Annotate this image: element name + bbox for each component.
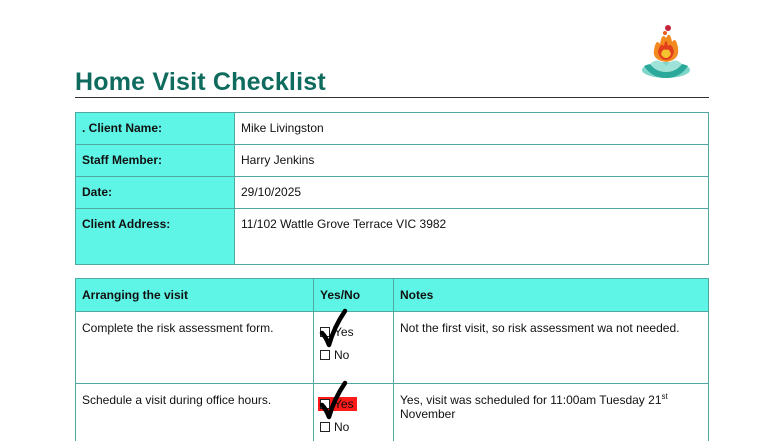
- yes-highlight: [318, 397, 357, 411]
- notes-end: November: [400, 407, 456, 421]
- table-row: [76, 384, 709, 441]
- client-name-value[interactable]: Mike Livingston: [235, 113, 709, 145]
- yes-option[interactable]: [320, 321, 387, 344]
- table-row: [76, 312, 709, 384]
- client-address-value[interactable]: 11/102 Wattle Grove Terrace VIC 3982: [235, 209, 709, 265]
- notes-text[interactable]: Not the first visit, so risk assessment wa not needed.: [394, 312, 709, 384]
- date-label: Date:: [76, 177, 235, 209]
- yes-no-cell: [314, 312, 394, 384]
- table-row: [76, 113, 709, 145]
- yes-option[interactable]: [320, 393, 387, 416]
- notes-main: Yes, visit was scheduled for 11:00am Tuesday 21: [400, 393, 662, 407]
- table-header-row: [76, 279, 709, 312]
- staff-member-label: Staff Member:: [76, 145, 235, 177]
- page-title: Home Visit Checklist: [75, 68, 326, 96]
- task-text: Schedule a visit during office hours.: [76, 384, 314, 441]
- no-option[interactable]: [320, 416, 387, 439]
- task-column-header: Arranging the visit: [76, 279, 314, 312]
- lotus-flower-logo-icon: [636, 20, 696, 84]
- client-name-label: . Client Name:: [76, 113, 235, 145]
- notes-column-header: Notes: [394, 279, 709, 312]
- no-checkbox[interactable]: [320, 422, 330, 432]
- notes-text[interactable]: [394, 384, 709, 441]
- task-text: Complete the risk assessment form.: [76, 312, 314, 384]
- table-row: [76, 209, 709, 265]
- no-checkbox[interactable]: [320, 350, 330, 360]
- date-value[interactable]: 29/10/2025: [235, 177, 709, 209]
- notes-superscript: st: [661, 392, 668, 401]
- no-label: No: [334, 348, 350, 362]
- no-label: No: [334, 420, 350, 434]
- title-divider: [75, 97, 709, 98]
- yes-label: Yes: [334, 397, 354, 411]
- table-row: [76, 145, 709, 177]
- yes-no-column-header: Yes/No: [314, 279, 394, 312]
- client-details-table: [75, 112, 709, 265]
- staff-member-value[interactable]: Harry Jenkins: [235, 145, 709, 177]
- client-address-label: Client Address:: [76, 209, 235, 265]
- yes-checkbox[interactable]: [320, 399, 330, 409]
- arranging-visit-table: [75, 278, 709, 441]
- yes-label: Yes: [334, 325, 354, 339]
- yes-no-cell: [314, 384, 394, 441]
- yes-checkbox[interactable]: [320, 327, 330, 337]
- table-row: [76, 177, 709, 209]
- no-option[interactable]: [320, 344, 387, 367]
